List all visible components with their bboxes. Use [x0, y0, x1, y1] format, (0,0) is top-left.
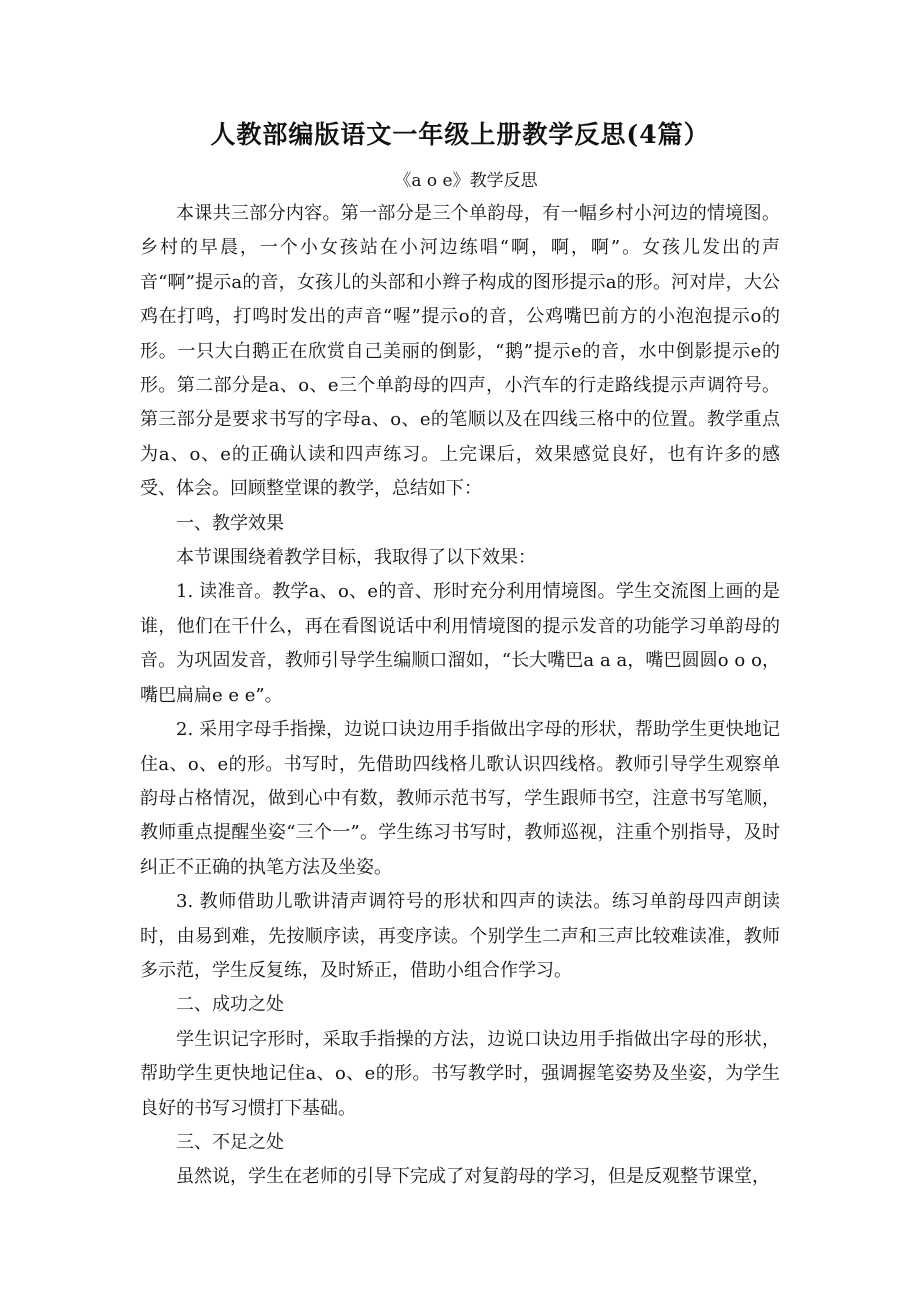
- section-title: 《a o e》教学反思: [394, 171, 538, 191]
- paragraph-success: 学生识记字形时，采取手指操的方法，边说口诀边用手指做出字母的形状，帮助学生更快地记住a、o、e的形。书写教学时，强调握笔姿势及坐姿，为学生良好的书写习惯打下基础。: [140, 1028, 780, 1119]
- heading-shortcomings: 三、不足之处: [176, 1131, 284, 1153]
- document-title: 人教部编版语文一年级上册教学反思(4篇）: [210, 120, 710, 149]
- paragraph-point-2: 2. 采用字母手指操，边说口诀边用手指做出字母的形状，帮助学生更快地记住a、o、e的形。书写时，先借助四线格儿歌认识四线格。教师引导学生观察单韵母占格情况，做到心中有数，教师示范书写，学生跟师书空，注意书写笔顺，教师重点提醒坐姿“三个一”。学生练习书写时，教师巡视，注重个别指导，及时纠正不正确的执笔方法及坐姿。: [140, 719, 780, 878]
- document-body: [140, 197, 780, 1195]
- heading-success: 二、成功之处: [176, 994, 284, 1016]
- heading-teaching-effect: 一、教学效果: [176, 512, 284, 534]
- paragraph-intro: 本课共三部分内容。第一部分是三个单韵母，有一幅乡村小河边的情境图。乡村的早晨，一个小女孩站在小河边练唱“啊，啊，啊”。女孩儿发出的声音“啊”提示a的音，女孩儿的头部和小辫子构成的图形提示a的形。河对岸，大公鸡在打鸣，打鸣时发出的声音“喔”提示o的音，公鸡嘴巴前方的小泡泡提示o的形。一只大白鹅正在欣赏自己美丽的倒影，“鹅”提示e的音，水中倒影提示e的形。第二部分是a、o、e三个单韵母的四声，小汽车的行走路线提示声调符号。第三部分是要求书写的字母a、o、e的笔顺以及在四线三格中的位置。教学重点为a、o、e的正确认读和四声练习。上完课后，效果感觉良好，也有许多的感受、体会。回顾整堂课的教学，总结如下：: [140, 203, 780, 500]
- paragraph-point-3: 3. 教师借助儿歌讲清声调符号的形状和四声的读法。练习单韵母四声朗读时，由易到难，先按顺序读，再变序读。个别学生二声和三声比较难读准，教师多示范，学生反复练，及时矫正，借助小组合作学习。: [140, 891, 780, 981]
- paragraph-point-1: 1. 读准音。教学a、o、e的音、形时充分利用情境图。学生交流图上画的是谁，他们在干什么，再在看图说话中利用情境图的提示发音的功能学习单韵母的音。为巩固发音，教师引导学生编顺口溜如，“长大嘴巴a a a，嘴巴圆圆o o o，嘴巴扁扁e e e”。: [140, 581, 780, 706]
- paragraph-effect-summary: 本节课围绕着教学目标，我取得了以下效果：: [176, 547, 536, 569]
- paragraph-shortcomings: 虽然说，学生在老师的引导下完成了对复韵母的学习，但是反观整节课堂，: [176, 1166, 770, 1188]
